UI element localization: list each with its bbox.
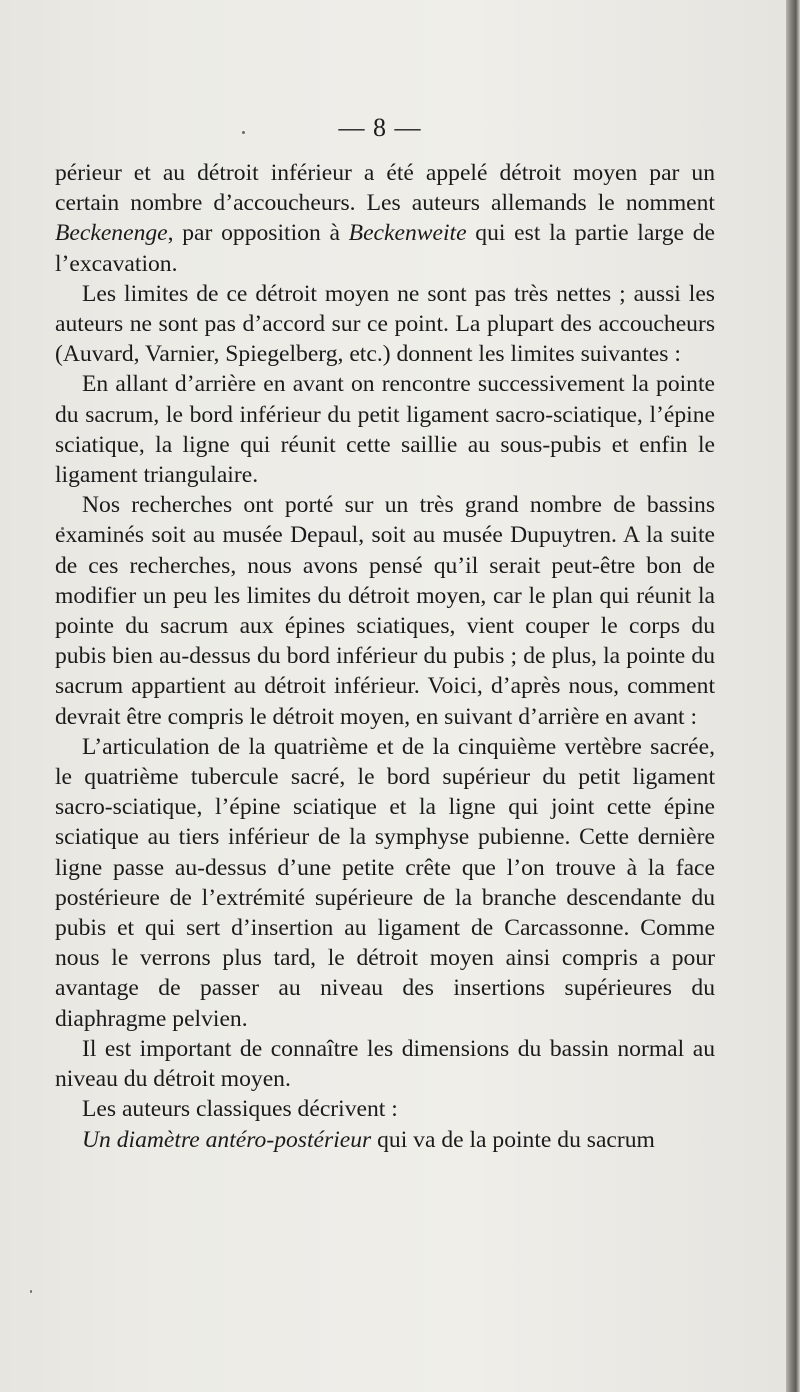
- ink-speck: [30, 1290, 32, 1293]
- paragraph-7: [55, 1094, 715, 1124]
- paragraph-4: [55, 490, 715, 732]
- text-run: Il est important de connaître les dimensions du bassin normal au niveau du détroit moyen.: [55, 1035, 715, 1093]
- page-number: — 8 —: [338, 113, 422, 142]
- text-run: périeur et au détroit inférieur a été appelé détroit moyen par un certain nombre d’accoucheurs. Les auteurs allemands le nomment: [55, 160, 715, 217]
- text-run: En allant d’arrière en avant on rencontre successivement la pointe du sacrum, le bord inférieur du petit ligament sacro-sciatique, l’épine sciatique, la ligne qui réunit cette saillie au sous-pubis et enfin le ligament triangulaire.: [55, 371, 715, 489]
- paragraph-6: [55, 1034, 715, 1094]
- text-run-italic: Un diamètre antéro-postérieur: [82, 1126, 372, 1153]
- text-run: Les limites de ce détroit moyen ne sont pas très nettes ; aussi les auteurs ne sont pas d’accord sur ce point. La plupart des accoucheurs (Auvard, Varnier, Spiegelberg, etc.) donnent les limites suivantes :: [55, 280, 715, 368]
- text-run-italic: Beckenweite: [348, 220, 467, 247]
- text-run: , par opposition à: [167, 220, 349, 247]
- book-binding-edge: [786, 0, 800, 1392]
- text-run: Les auteurs classiques décrivent :: [82, 1096, 398, 1123]
- text-run-italic: Beckenenge: [55, 220, 168, 247]
- text-run: Nos recherches ont porté sur un très grand nombre de bassins examinés soit au musée Depaul, soit au musée Dupuytren. A la suite de ces recherches, nous avons pensé qu’il serait peut-être bon de modifier un peu les limites du détroit moyen, car le plan qui réunit la pointe du sacrum aux épines sciatiques, vient couper le corps du pubis bien au-dessus du bord inférieur du pubis ; de plus, la pointe du sacrum appartient au détroit inférieur. Voici, d’après nous, comment devrait être compris le détroit moyen, en suivant d’arrière en avant :: [55, 492, 715, 730]
- paragraph-5: [55, 732, 715, 1034]
- text-run: qui est la partie large de l’excavation.: [55, 220, 716, 277]
- body-text: [55, 158, 715, 1155]
- text-run: L’articulation de la quatrième et de la cinquième vertèbre sacrée, le quatrième tubercule sacré, le bord supérieur du petit ligament sacro-sciatique, l’épine sciatique et la ligne qui joint cette épine sciatique au tiers inférieur de la symphyse pubienne. Cette dernière ligne passe au-dessus d’une petite crête que l’on trouve à la face postérieure de l’extrémité supérieure de la branche descendante du pubis et qui sert d’insertion au ligament de Carcassonne. Comme nous le verrons plus tard, le détroit moyen ainsi compris a pour avantage de passer au niveau des insertions supérieures du diaphragme pelvien.: [55, 733, 715, 1032]
- paragraph-1: [55, 158, 715, 279]
- text-run: qui va de la pointe du sacrum: [371, 1126, 655, 1153]
- paragraph-3: [55, 369, 715, 490]
- paragraph-8: [55, 1125, 715, 1155]
- paragraph-2: [55, 279, 715, 370]
